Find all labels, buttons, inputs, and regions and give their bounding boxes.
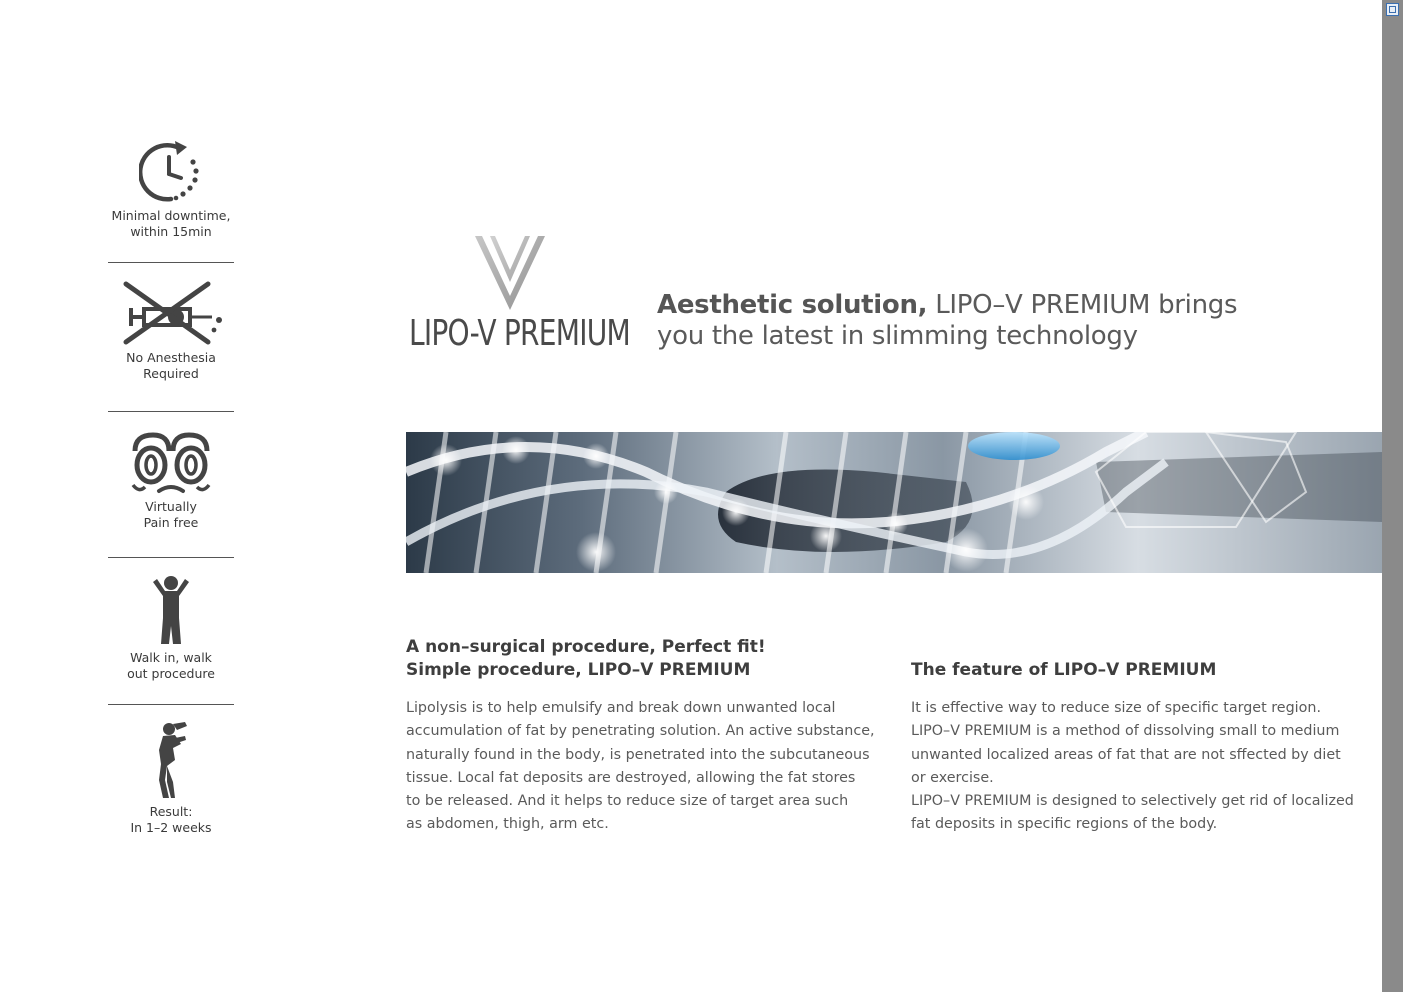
divider xyxy=(108,557,234,558)
left-title-line1: A non–surgical procedure, Perfect fit! xyxy=(406,637,766,657)
banner-image xyxy=(406,432,1382,573)
no-syringe-icon xyxy=(116,280,226,346)
divider xyxy=(108,704,234,705)
feature-label-line2: In 1–2 weeks xyxy=(130,820,212,835)
feature-result xyxy=(108,720,234,836)
left-section-body xyxy=(406,697,876,837)
body-line: accumulation of fat by penetrating solution. An active substance, xyxy=(406,723,875,740)
feature-label-line1: Virtually xyxy=(145,499,197,514)
body-line: naturally found in the body, is penetrated into the subcutaneous xyxy=(406,746,870,763)
feature-label-line2: Pain free xyxy=(143,515,199,530)
slim-body-icon xyxy=(151,720,191,800)
body-line: unwanted localized areas of fat that are not sffected by diet xyxy=(911,746,1341,763)
feature-walk-in xyxy=(108,576,234,682)
body-line: to be released. And it helps to reduce size of target area such xyxy=(406,793,849,810)
feature-label-line1: No Anesthesia xyxy=(126,350,216,365)
left-section-title xyxy=(406,636,866,682)
dna-helix-illustration xyxy=(406,432,1382,573)
feature-label-line2: Required xyxy=(143,366,199,381)
headline xyxy=(657,290,1297,352)
feature-no-anesthesia xyxy=(108,276,234,382)
feature-pain-free xyxy=(108,425,234,531)
right-section-title: The feature of LIPO–V PREMIUM xyxy=(911,660,1217,680)
body-line: fat deposits in specific regions of the body. xyxy=(911,816,1218,833)
headline-line2: you the latest in slimming technology xyxy=(657,321,1138,351)
headline-rest: LIPO–V PREMIUM brings xyxy=(927,290,1238,320)
clock-icon xyxy=(139,138,203,204)
walking-person-icon xyxy=(149,574,193,646)
side-strip xyxy=(1382,0,1403,992)
body-line: LIPO–V PREMIUM is designed to selectively get rid of localized xyxy=(911,793,1354,810)
headline-bold: Aesthetic solution, xyxy=(657,290,928,320)
feature-label-line2: out procedure xyxy=(127,666,215,681)
feature-label-line1: Minimal downtime, xyxy=(111,208,231,223)
painless-face-icon xyxy=(129,429,213,495)
logo-wordmark: LIPO-V PREMIUM xyxy=(409,313,630,354)
feature-label-line2: within 15min xyxy=(130,224,212,239)
body-line: or exercise. xyxy=(911,769,994,786)
feature-label-line1: Result: xyxy=(149,804,193,819)
logo-v-mark xyxy=(472,234,548,314)
body-line: It is effective way to reduce size of specific target region. xyxy=(911,700,1321,716)
document-icon xyxy=(1386,3,1399,16)
body-line: LIPO–V PREMIUM is a method of dissolving small to medium xyxy=(911,723,1340,740)
feature-minimal-downtime xyxy=(108,134,234,240)
feature-label-line1: Walk in, walk xyxy=(130,650,212,665)
body-line: tissue. Local fat deposits are destroyed, allowing the fat stores xyxy=(406,769,856,786)
divider xyxy=(108,411,234,412)
body-line: Lipolysis is to help emulsify and break down unwanted local xyxy=(406,700,836,716)
right-section-body xyxy=(911,697,1371,837)
body-line: as abdomen, thigh, arm etc. xyxy=(406,816,609,833)
divider xyxy=(108,262,234,263)
left-title-line2: Simple procedure, LIPO–V PREMIUM xyxy=(406,660,751,680)
